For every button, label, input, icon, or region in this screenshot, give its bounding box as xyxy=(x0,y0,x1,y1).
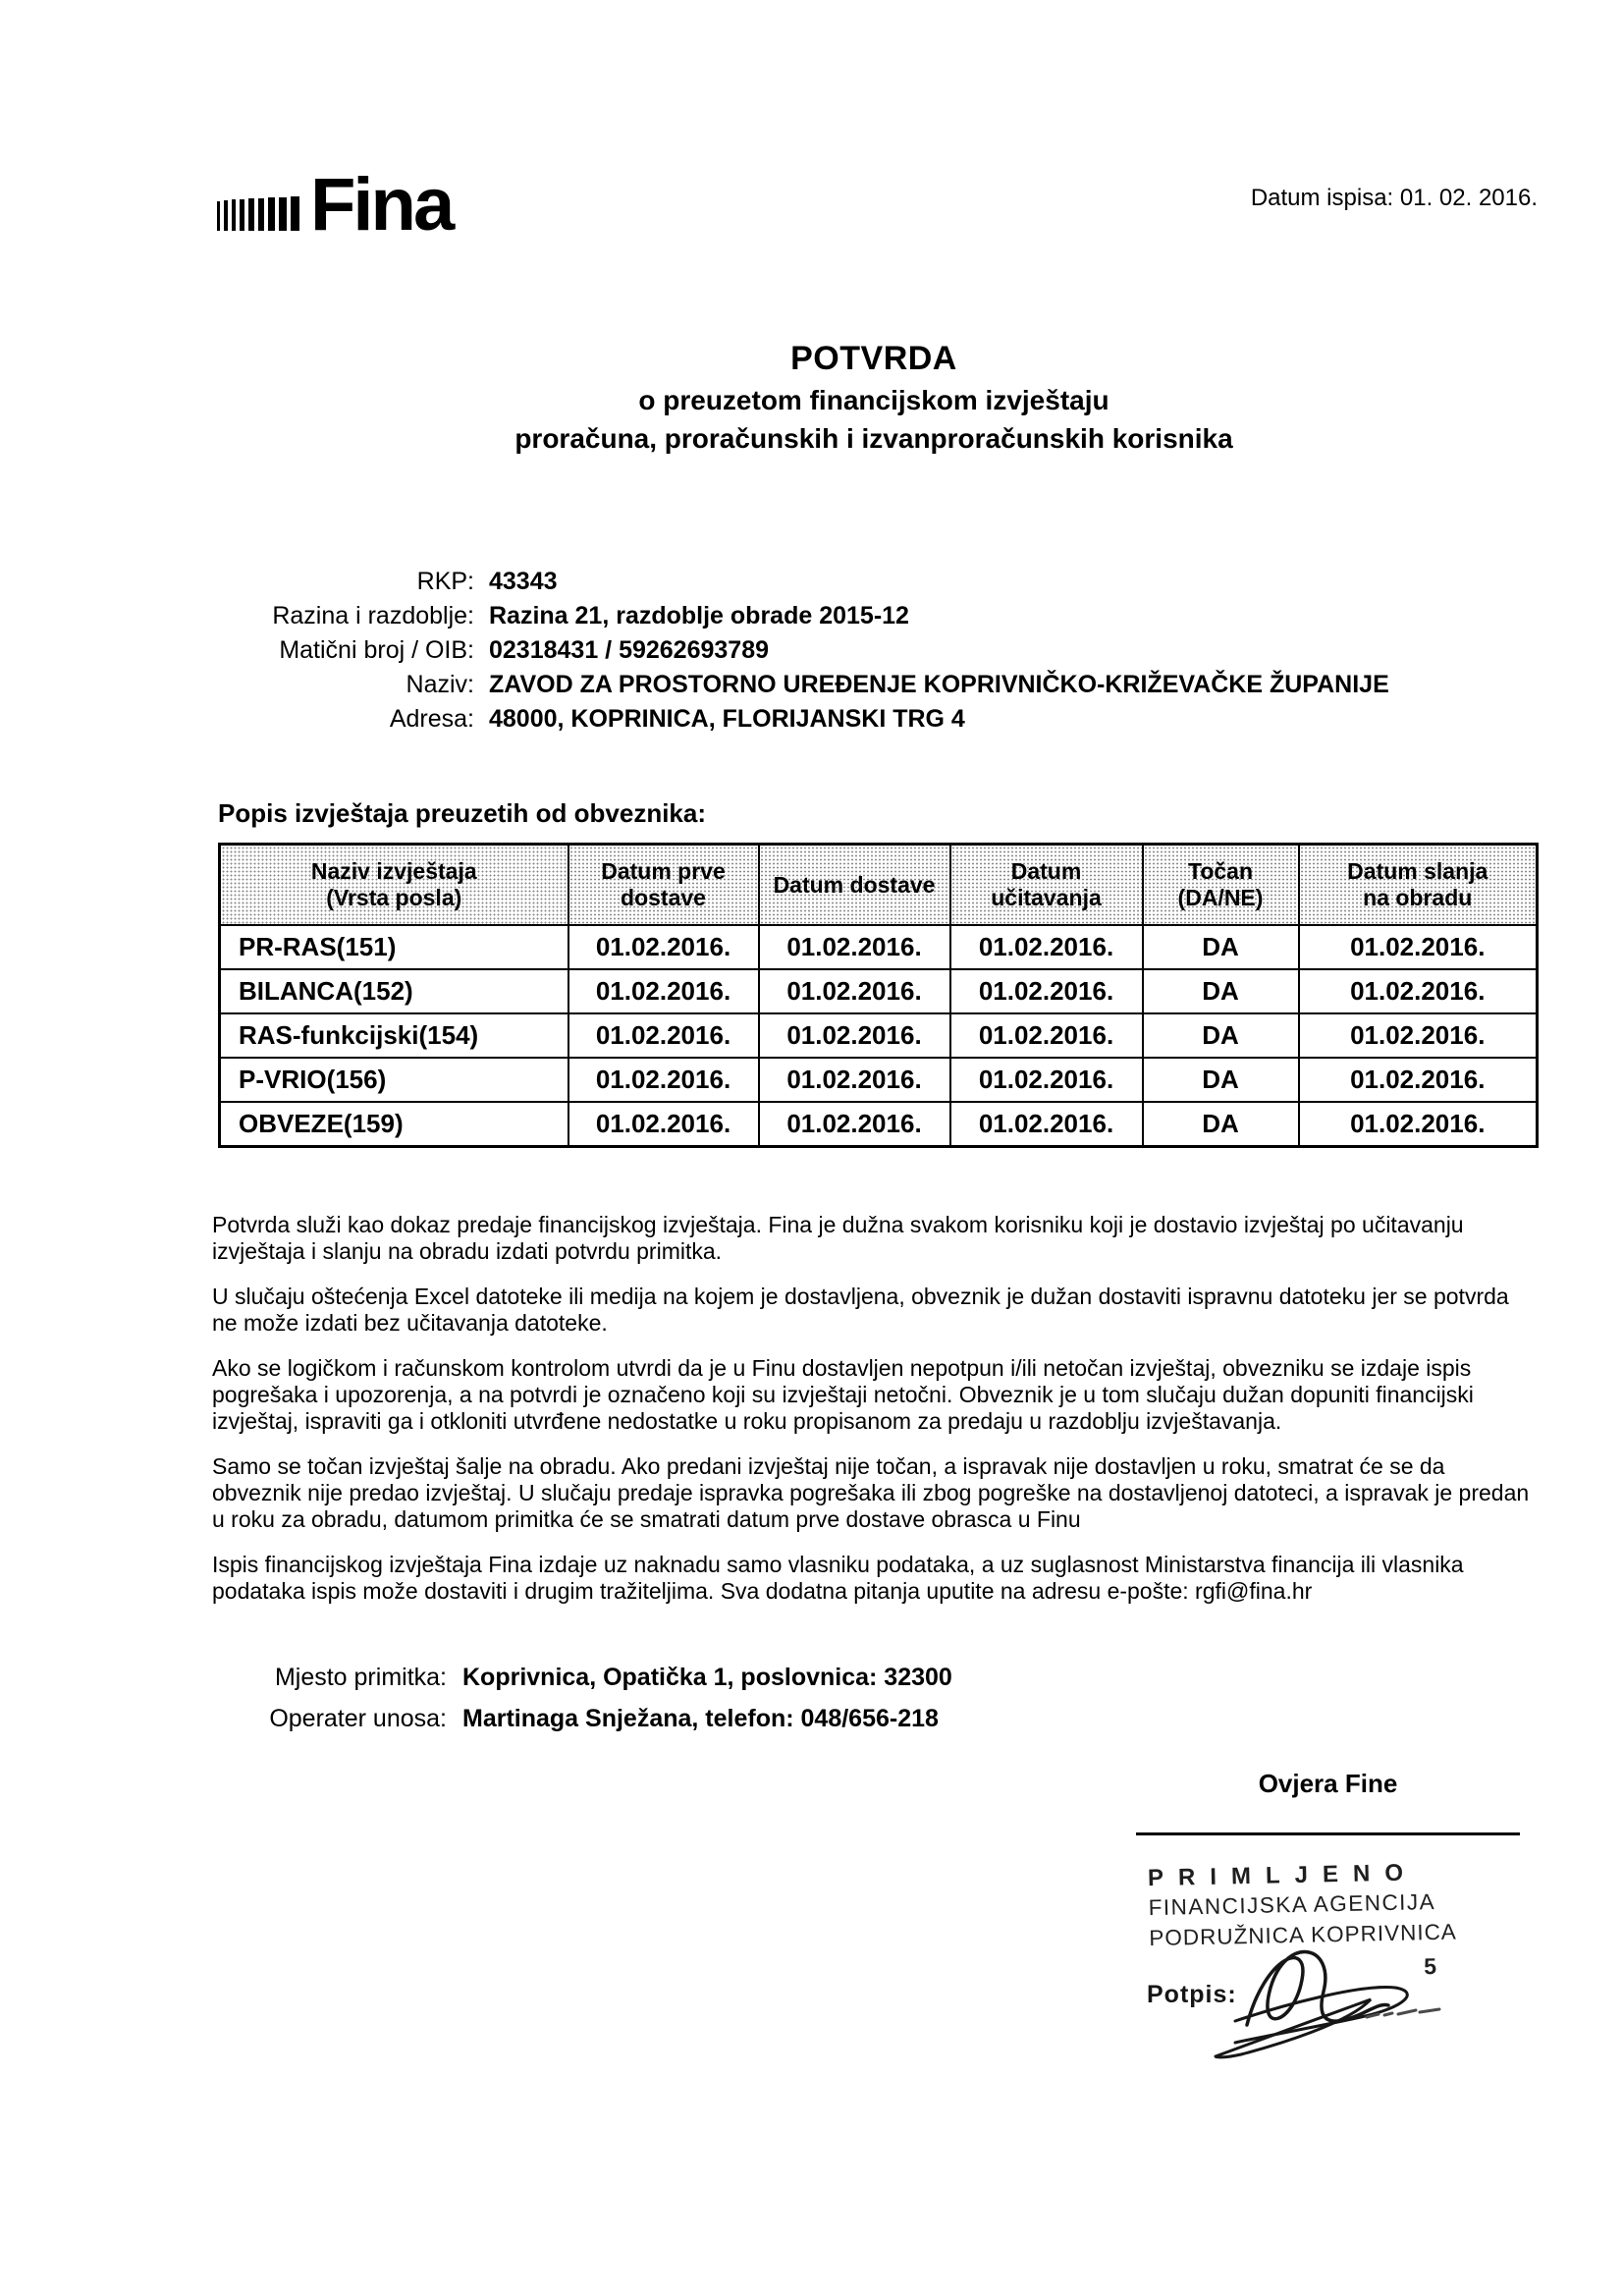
date-cell: 01.02.2016. xyxy=(1299,925,1538,969)
field-label: Operater unosa: xyxy=(269,1705,447,1732)
stamp-branch-text: PODRUŽNICA KOPRIVNICA xyxy=(1149,1919,1458,1951)
field-value: Razina 21, razdoblje obrade 2015-12 xyxy=(489,602,909,629)
report-name-cell: PR-RAS(151) xyxy=(220,925,568,969)
stamp-number: 5 xyxy=(1423,1953,1437,1980)
field-label: Matični broj / OIB: xyxy=(279,636,474,664)
date-cell: 01.02.2016. xyxy=(950,1102,1143,1147)
field-value: ZAVOD ZA PROSTORNO UREĐENJE KOPRIVNIČKO-KRIŽEVAČKE ŽUPANIJE xyxy=(489,671,1389,698)
signature-scribble-icon xyxy=(1214,1927,1439,2059)
date-cell: 01.02.2016. xyxy=(568,1013,759,1058)
field-label: Mjesto primitka: xyxy=(274,1664,447,1691)
table-row xyxy=(220,1102,1538,1147)
ink-smudge-icon xyxy=(1365,2003,1443,2023)
detail-row-naziv xyxy=(0,671,1389,705)
col-header-line: Datum dostave xyxy=(773,871,936,898)
entity-details xyxy=(0,568,1389,739)
col-header-line: dostave xyxy=(621,885,706,910)
date-cell: 01.02.2016. xyxy=(1299,1013,1538,1058)
field-value: 02318431 / 59262693789 xyxy=(489,636,770,664)
verification-heading: Ovjera Fine xyxy=(1258,1769,1398,1798)
correct-flag-cell: DA xyxy=(1143,1102,1299,1147)
date-cell: 01.02.2016. xyxy=(568,969,759,1013)
col-header-datum-slanja xyxy=(1299,845,1538,926)
paragraph: Samo se točan izvještaj šalje na obradu. Ako predani izvještaj nije točan, a ispravak nije dostavljen u roku, smatrat će se da obveznik nije predao izvještaj. U slučaju predaje ispravka pogrešaka ili zbog pogreške na dostavljenoj datoteci, a ispravak je predan u roku za obradu, datumom primitka će se smatrati datum prve dostave obrasca u Finu xyxy=(212,1453,1530,1532)
report-name-cell: RAS-funkcijski(154) xyxy=(220,1013,568,1058)
date-cell: 01.02.2016. xyxy=(759,1013,950,1058)
report-list-heading: Popis izvještaja preuzetih od obveznika: xyxy=(218,798,707,828)
print-date: Datum ispisa: 01. 02. 2016. xyxy=(1250,185,1538,211)
date-cell: 01.02.2016. xyxy=(759,1058,950,1102)
col-header-line: (Vrsta posla) xyxy=(326,885,462,910)
detail-row-rkp xyxy=(0,568,1389,602)
field-value: Martinaga Snježana, telefon: 048/656-218 xyxy=(462,1705,939,1732)
date-cell: 01.02.2016. xyxy=(950,969,1143,1013)
field-label: Razina i razdoblje: xyxy=(272,602,474,629)
stamp-agency-text: FINANCIJSKA AGENCIJA xyxy=(1148,1889,1436,1921)
col-header-line: učitavanja xyxy=(991,885,1102,910)
signature-label: Potpis: xyxy=(1147,1981,1237,2008)
paragraph: Potvrda služi kao dokaz predaje financijskog izvještaja. Fina je dužna svakom korisniku koji je dostavio izvještaj po učitavanju izvještaja i slanju na obradu izdati potvrdu primitka. xyxy=(212,1212,1464,1264)
report-name-cell: OBVEZE(159) xyxy=(220,1102,568,1147)
col-header-naziv xyxy=(220,845,568,926)
report-name-cell: BILANCA(152) xyxy=(220,969,568,1013)
col-header-line: Datum slanja xyxy=(1347,858,1488,884)
field-label: Adresa: xyxy=(389,705,474,733)
correct-flag-cell: DA xyxy=(1143,925,1299,969)
document-title: POTVRDA xyxy=(790,340,957,377)
date-cell: 01.02.2016. xyxy=(950,1058,1143,1102)
stamp-received-text: PRIMLJENO xyxy=(1147,1859,1419,1892)
col-header-datum-prve-dostave xyxy=(568,845,759,926)
field-value: 48000, KOPRINICA, FLORIJANSKI TRG 4 xyxy=(489,705,965,733)
date-cell: 01.02.2016. xyxy=(759,925,950,969)
date-cell: 01.02.2016. xyxy=(950,1013,1143,1058)
detail-row-razina xyxy=(0,602,1389,636)
col-header-tocan xyxy=(1143,845,1299,926)
col-header-line: Točan xyxy=(1187,858,1254,884)
signature-line xyxy=(1136,1832,1520,1835)
detail-row-adresa xyxy=(0,705,1389,739)
report-name-cell: P-VRIO(156) xyxy=(220,1058,568,1102)
paragraph: U slučaju oštećenja Excel datoteke ili medija na kojem je dostavljena, obveznik je dužan dostaviti ispravnu datoteku jer se potvrda ne može izdati bez učitavanja datoteke. xyxy=(212,1284,1509,1336)
correct-flag-cell: DA xyxy=(1143,969,1299,1013)
table-row xyxy=(220,969,1538,1013)
date-cell: 01.02.2016. xyxy=(950,925,1143,969)
table-row xyxy=(220,925,1538,969)
legal-text-block xyxy=(212,1212,1536,1623)
field-value: 43343 xyxy=(489,568,558,595)
document-subtitle-2: proračuna, proračunskih i izvanproračunskih korisnika xyxy=(514,423,1233,454)
field-label: Naziv: xyxy=(406,671,474,698)
col-header-datum-ucitavanja xyxy=(950,845,1143,926)
col-header-line: Naziv izvještaja xyxy=(310,858,477,884)
date-cell: 01.02.2016. xyxy=(1299,1058,1538,1102)
fina-logo-text: Fina xyxy=(310,163,453,246)
paragraph: Ako se logičkom i računskom kontrolom utvrdi da je u Finu dostavljen nepotpun i/ili netočan izvještaj, obvezniku se izdaje ispis pogrešaka i upozorenja, a na potvrdi je označeno koji su izvještaji netočni. Obveznik je u tom slučaju dužan dopuniti financijski izvještaj, ispraviti ga i otkloniti utvrđene nedostatke u roku propisanom za predaju u razdoblju izvještavanja. xyxy=(212,1355,1474,1434)
col-header-line: na obradu xyxy=(1363,885,1473,910)
correct-flag-cell: DA xyxy=(1143,1013,1299,1058)
receipt-info xyxy=(0,1664,952,1746)
col-header-line: (DA/NE) xyxy=(1177,885,1264,910)
detail-row-maticni-oib xyxy=(0,636,1389,671)
table-header xyxy=(220,845,1538,926)
col-header-line: Datum prve xyxy=(601,858,726,884)
document-title-block xyxy=(212,340,1536,455)
field-value: Koprivnica, Opatička 1, poslovnica: 32300 xyxy=(462,1664,952,1691)
date-cell: 01.02.2016. xyxy=(759,1102,950,1147)
report-table xyxy=(218,843,1539,1148)
date-cell: 01.02.2016. xyxy=(568,1102,759,1147)
date-cell: 01.02.2016. xyxy=(1299,1102,1538,1147)
table-row xyxy=(220,1058,1538,1102)
document-subtitle-1: o preuzetom financijskom izvještaju xyxy=(638,385,1109,415)
date-cell: 01.02.2016. xyxy=(759,969,950,1013)
table-row xyxy=(220,1013,1538,1058)
receipt-row-operater xyxy=(0,1705,952,1746)
date-cell: 01.02.2016. xyxy=(1299,969,1538,1013)
paragraph: Ispis financijskog izvještaja Fina izdaje uz naknadu samo vlasniku podataka, a uz suglasnost Ministarstva financija ili vlasnika podataka ispis može dostaviti i drugim tražiteljima. Sva dodatna pitanja uputite na adresu e-pošte: rgfi@fina.hr xyxy=(212,1552,1464,1604)
date-cell: 01.02.2016. xyxy=(568,925,759,969)
receipt-row-mjesto xyxy=(0,1664,952,1705)
correct-flag-cell: DA xyxy=(1143,1058,1299,1102)
field-label: RKP: xyxy=(416,568,474,595)
col-header-line: Datum xyxy=(1010,858,1082,884)
date-cell: 01.02.2016. xyxy=(568,1058,759,1102)
table-header-row xyxy=(220,845,1538,926)
col-header-datum-dostave xyxy=(759,845,950,926)
